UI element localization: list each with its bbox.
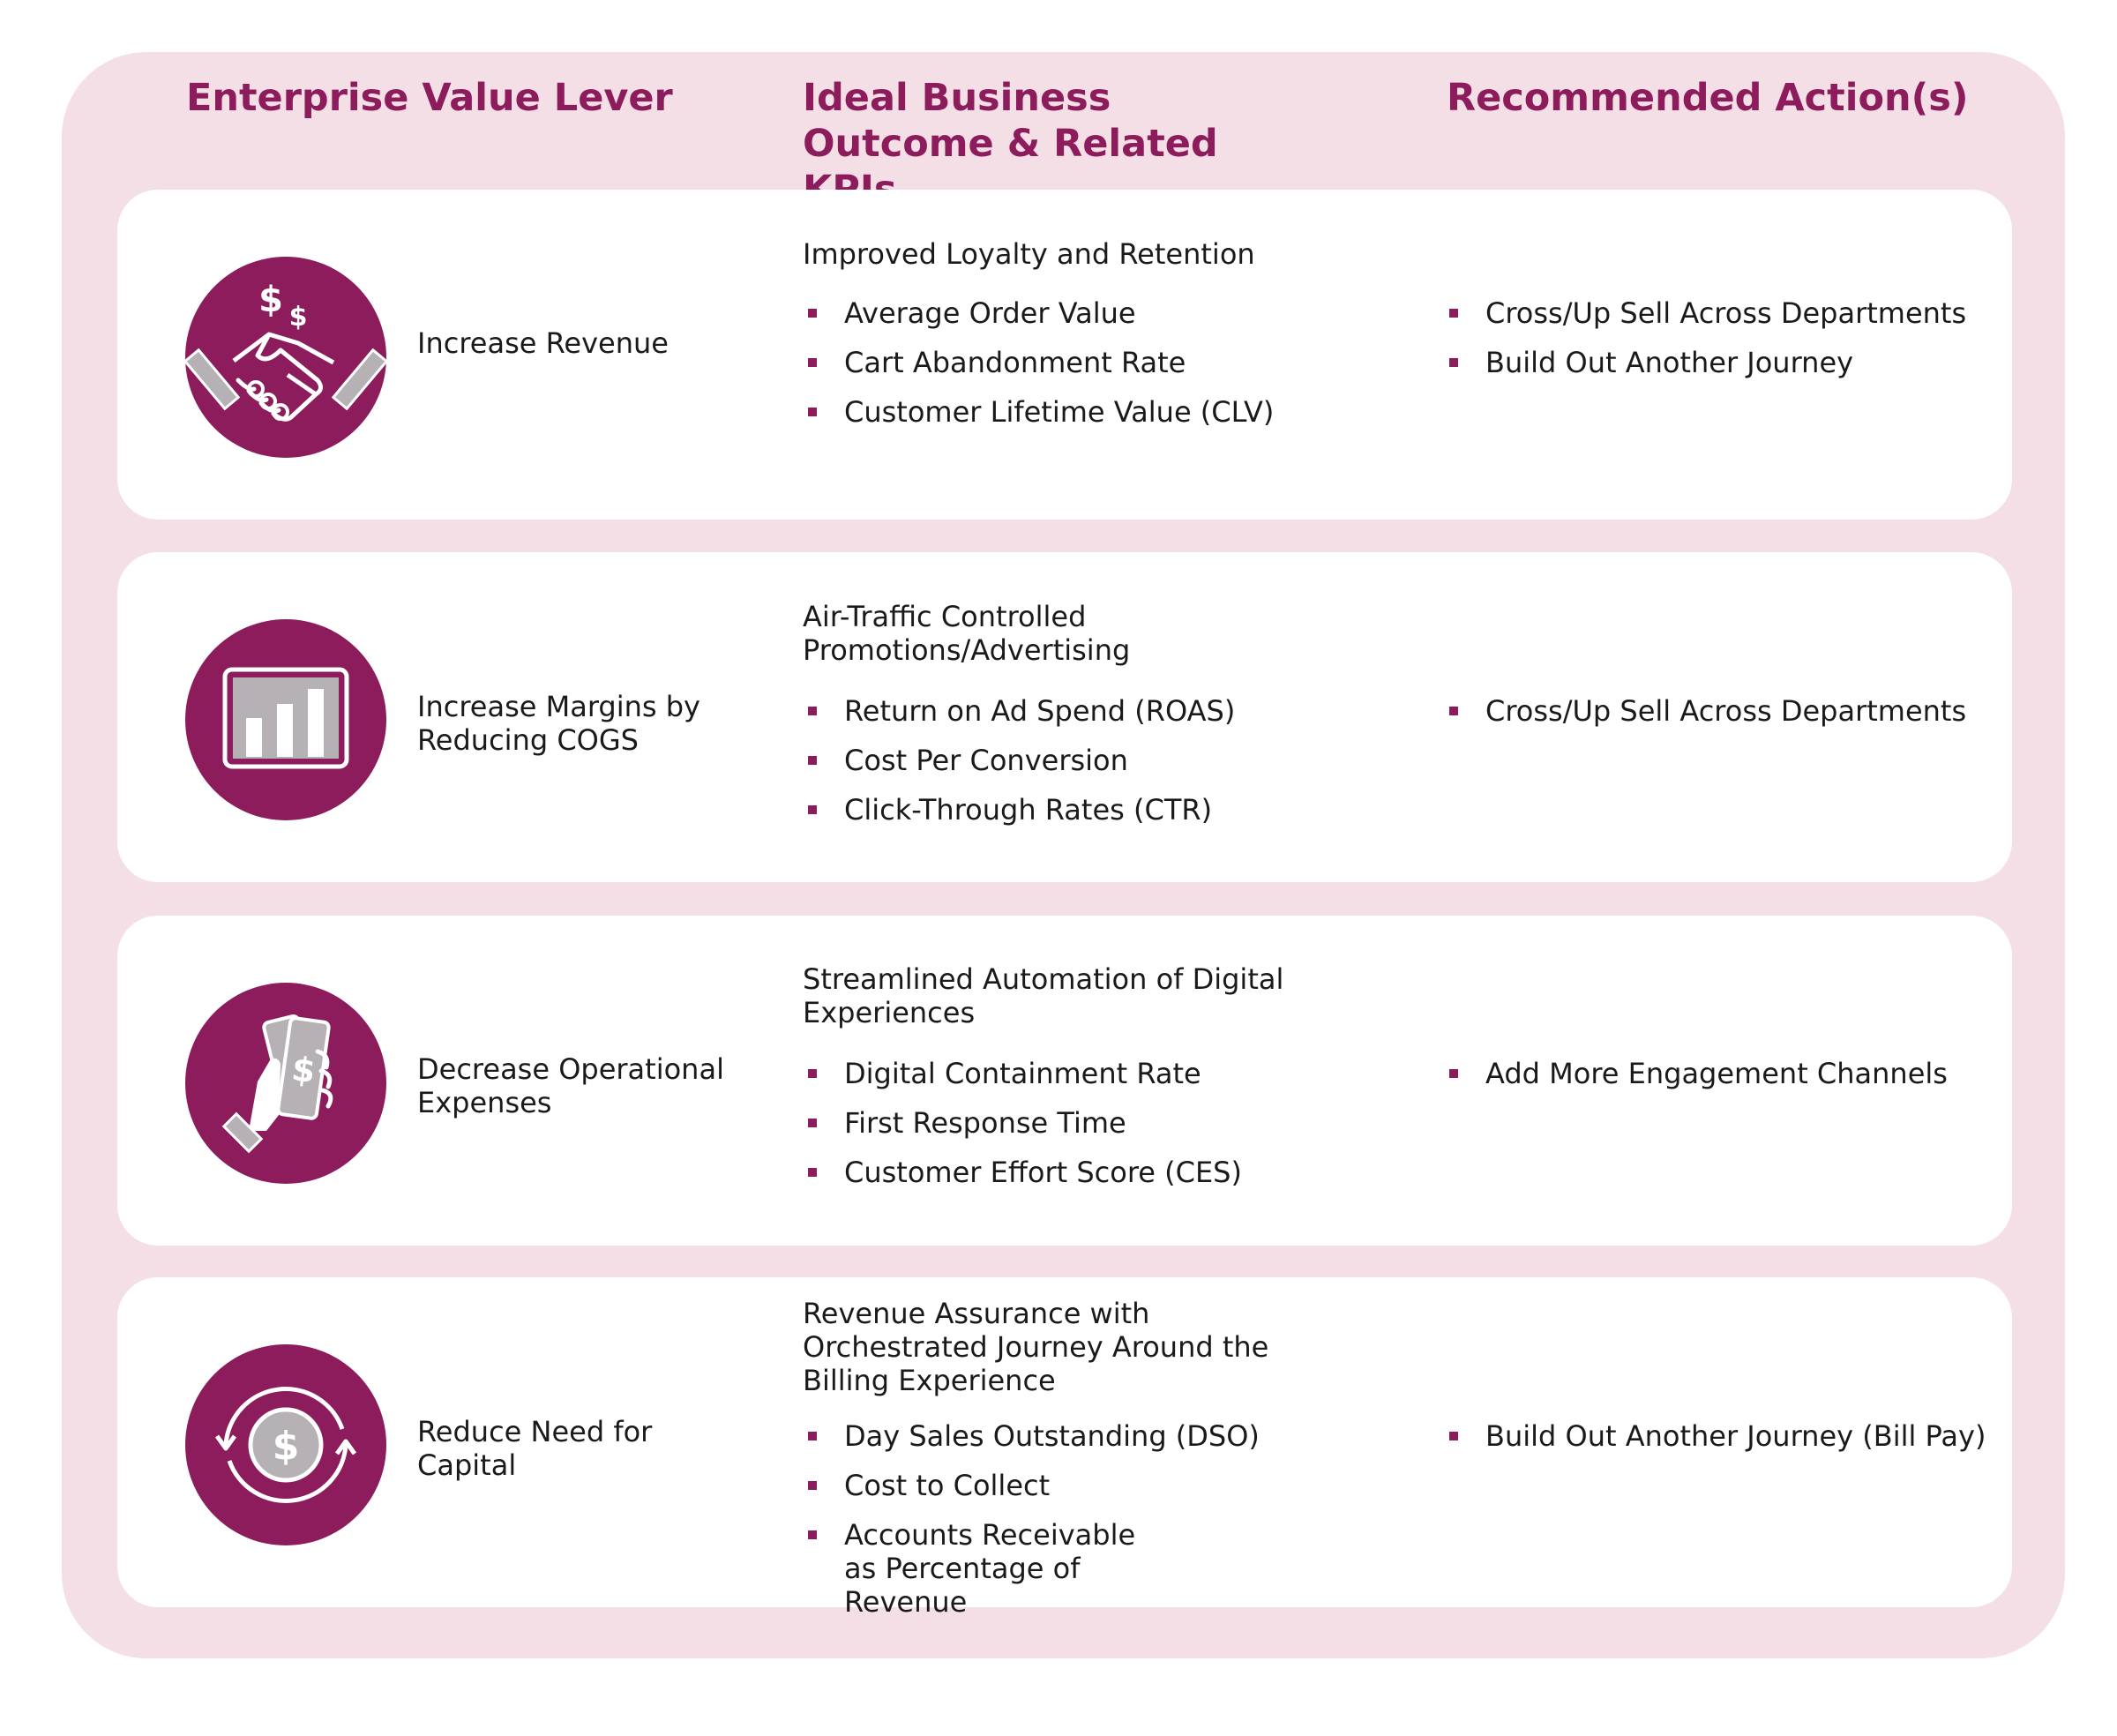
bullet-icon bbox=[1449, 309, 1458, 318]
svg-text:$: $ bbox=[258, 280, 283, 320]
lever-label: Increase Revenue bbox=[417, 326, 669, 360]
list-item: Cross/Up Sell Across Departments bbox=[1444, 694, 2009, 728]
bar-chart-icon bbox=[185, 619, 386, 820]
svg-text:$: $ bbox=[288, 1049, 318, 1091]
list-item: Return on Ad Spend (ROAS) bbox=[803, 694, 1350, 728]
bullet-icon bbox=[1449, 1069, 1458, 1078]
table-row bbox=[117, 190, 2012, 520]
list-item: Customer Lifetime Value (CLV) bbox=[803, 395, 1350, 429]
list-item: Add More Engagement Channels bbox=[1444, 1057, 2009, 1090]
bullet-icon bbox=[808, 309, 817, 318]
list-item: Cost Per Conversion bbox=[803, 744, 1350, 777]
svg-text:$: $ bbox=[272, 1424, 300, 1469]
outcome-label: Revenue Assurance with Orchestrated Journey Around the Billing Experience bbox=[803, 1297, 1269, 1397]
bullet-icon bbox=[808, 1168, 817, 1177]
bullet-icon bbox=[808, 1119, 817, 1127]
header-action: Recommended Action(s) bbox=[1447, 76, 1969, 120]
list-item: Accounts Receivable as Percentage of Revenue bbox=[803, 1518, 1171, 1619]
action-list bbox=[1444, 1419, 2009, 1469]
bullet-icon bbox=[808, 1432, 817, 1440]
bullet-icon bbox=[808, 408, 817, 416]
lever-label: Decrease Operational Expenses bbox=[417, 1052, 724, 1119]
bullet-icon bbox=[808, 756, 817, 765]
action-list bbox=[1444, 1057, 2009, 1106]
lever-label: Increase Margins by Reducing COGS bbox=[417, 690, 700, 757]
bullet-icon bbox=[1449, 358, 1458, 367]
svg-text:$: $ bbox=[288, 302, 308, 333]
lever-label: Reduce Need for Capital bbox=[417, 1415, 653, 1482]
list-item: Cart Abandonment Rate bbox=[803, 346, 1350, 379]
bullet-icon bbox=[808, 358, 817, 367]
list-item: Click-Through Rates (CTR) bbox=[803, 793, 1350, 827]
outcome-label: Improved Loyalty and Retention bbox=[803, 237, 1255, 271]
list-item: First Response Time bbox=[803, 1106, 1350, 1140]
list-item: Cost to Collect bbox=[803, 1469, 1350, 1502]
kpi-list bbox=[803, 1057, 1350, 1205]
outcome-label: Streamlined Automation of Digital Experiences bbox=[803, 962, 1284, 1029]
bullet-icon bbox=[808, 1530, 817, 1539]
list-item: Cross/Up Sell Across Departments bbox=[1444, 296, 2009, 330]
list-item: Build Out Another Journey (Bill Pay) bbox=[1444, 1419, 2009, 1453]
table-row bbox=[117, 552, 2012, 882]
bullet-icon bbox=[1449, 707, 1458, 715]
header-lever: Enterprise Value Lever bbox=[186, 76, 673, 120]
bullet-icon bbox=[808, 1069, 817, 1078]
list-item: Average Order Value bbox=[803, 296, 1350, 330]
bullet-icon bbox=[1449, 1432, 1458, 1440]
table-row bbox=[117, 916, 2012, 1246]
action-list bbox=[1444, 694, 2009, 744]
table-row bbox=[117, 1277, 2012, 1619]
list-item: Customer Effort Score (CES) bbox=[803, 1156, 1350, 1189]
list-item: Digital Containment Rate bbox=[803, 1057, 1350, 1090]
action-list bbox=[1444, 296, 2009, 395]
bullet-icon bbox=[808, 707, 817, 715]
kpi-list bbox=[803, 1419, 1350, 1635]
bullet-icon bbox=[808, 805, 817, 814]
handshake-money-icon bbox=[185, 257, 386, 458]
outcome-label: Air-Traffic Controlled Promotions/Advertising bbox=[803, 600, 1131, 667]
list-item: Build Out Another Journey bbox=[1444, 346, 2009, 379]
list-item: Day Sales Outstanding (DSO) bbox=[803, 1419, 1350, 1453]
kpi-list bbox=[803, 296, 1350, 445]
kpi-list bbox=[803, 694, 1350, 842]
header-outcome: Ideal Business Outcome & Related bbox=[803, 76, 1218, 166]
bullet-icon bbox=[808, 1481, 817, 1490]
hand-cash-icon bbox=[185, 983, 386, 1184]
cycle-dollar-icon bbox=[185, 1344, 386, 1545]
